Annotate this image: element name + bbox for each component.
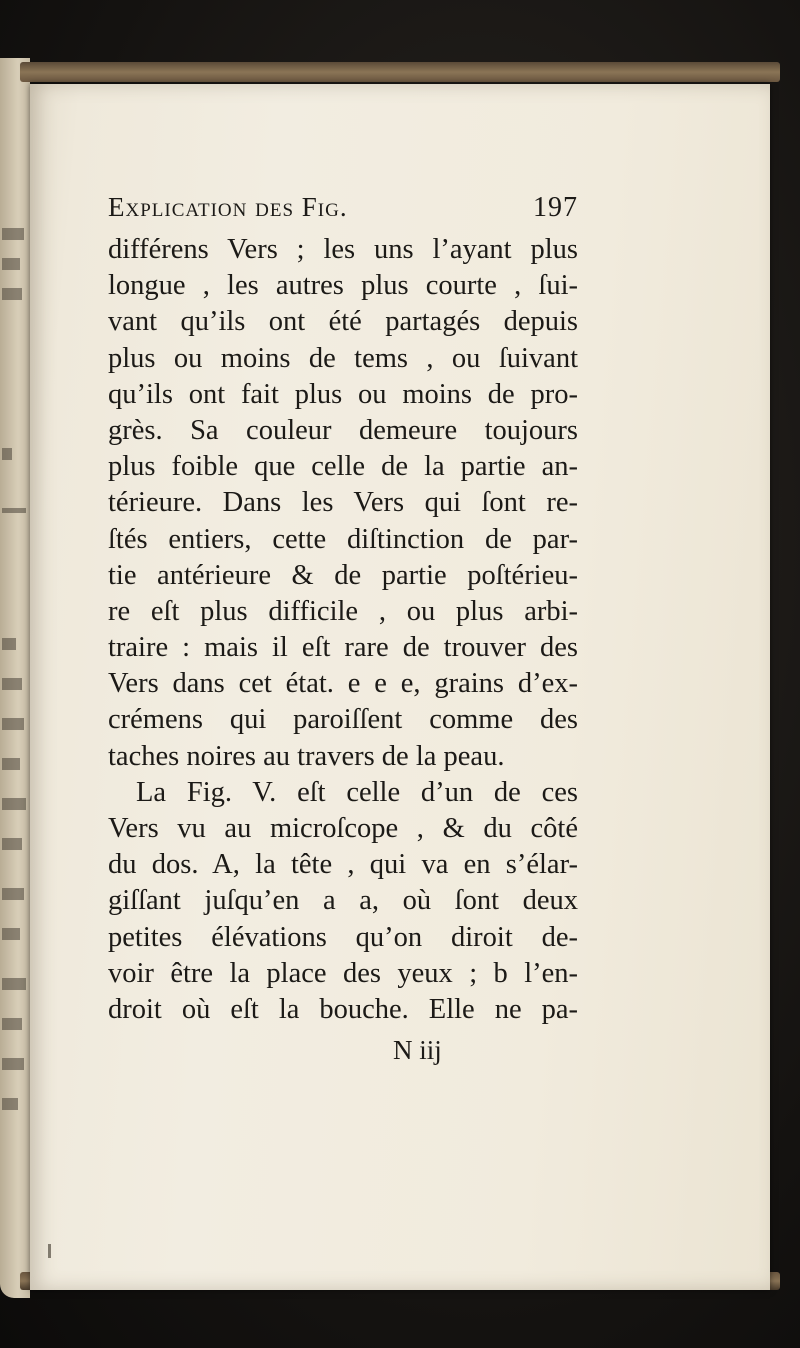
text-line: taches noires au travers de la peau.: [108, 740, 505, 772]
text-line: ſtés entiers, cette diſtinction de par-: [108, 523, 578, 555]
running-head-title: Explication des Fig.: [108, 192, 348, 222]
text-line: petites élévations qu’on diroit de-: [108, 921, 578, 953]
running-head: [108, 192, 578, 232]
text-line: vant qu’ils ont été partagés depuis: [108, 306, 578, 338]
text-line: Vers vu au microſcope , & du côté: [108, 813, 578, 844]
text-line: du dos. A, la tête , qui va en s’élar-: [108, 849, 578, 881]
text-line: qu’ils ont fait plus ou moins de pro-: [108, 378, 578, 410]
previous-page-edge: [0, 58, 30, 1298]
body-text: [108, 232, 578, 1028]
text-line: longue , les autres plus courte , ſui-: [108, 270, 578, 302]
text-line: traire : mais il eſt rare de trouver des: [108, 632, 578, 664]
text-line: voir être la place des yeux ; b l’en-: [108, 957, 578, 989]
text-line: re eſt plus difficile , ou plus arbi-: [108, 595, 578, 627]
text-line: grès. Sa couleur demeure toujours: [108, 414, 578, 446]
page-text-block: [108, 192, 578, 1068]
paragraph-start-line: La Fig. V. eſt celle d’un de ces: [136, 776, 578, 808]
page-number: 197: [533, 192, 578, 223]
bleed-through-marks: [0, 58, 30, 1298]
text-line: giſſant juſqu’en a a, où ſont deux: [108, 885, 578, 917]
text-line: plus foible que celle de la partie an-: [108, 451, 578, 483]
margin-mark: [48, 1244, 51, 1258]
text-line: différens Vers ; les uns l’ayant plus: [108, 234, 578, 265]
book-page: [30, 84, 770, 1290]
text-line: Vers dans cet état. e e e, grains d’ex-: [108, 668, 578, 700]
binding-top-edge: [20, 62, 780, 82]
text-line: plus ou moins de tems , ou ſuivant: [108, 342, 578, 374]
text-line: droit où eſt la bouche. Elle ne pa-: [108, 993, 578, 1025]
text-line: térieure. Dans les Vers qui ſont re-: [108, 487, 578, 519]
signature-mark: N iij: [393, 1035, 442, 1066]
text-line: crémens qui paroiſſent comme des: [108, 704, 578, 736]
text-line: tie antérieure & de partie poſtérieu-: [108, 559, 578, 591]
